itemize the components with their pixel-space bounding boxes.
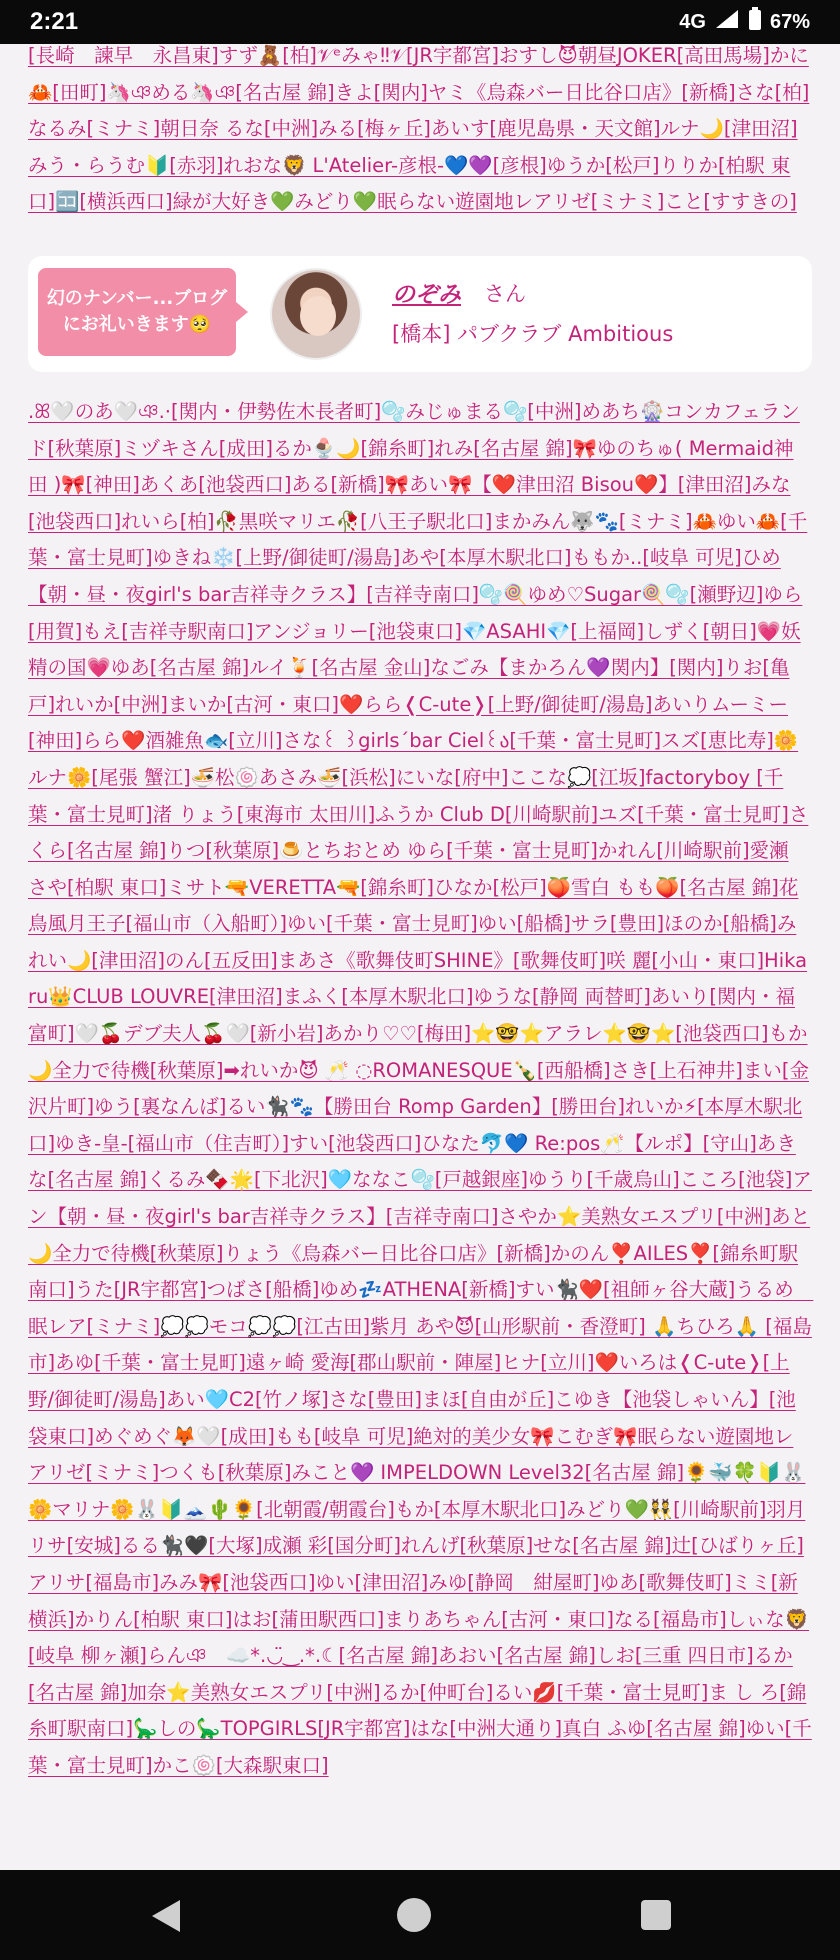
thanks-link-line[interactable]: 神田 )🎀[神田]あくあ[池袋西口]ある[新橋]🎀あい🎀【❤️津田沼 Bisou❤️】[津田沼]み	[28, 436, 794, 497]
thanks-link-line[interactable]: 屋 錦]あおい[名古屋 錦]しお[三重 四日市]るか[名古屋 錦]加奈⭐美熟女エスプリ[中洲]	[28, 1644, 793, 1704]
thanks-link-line[interactable]: 沼]みゆ[静岡 紺屋町]ゆあ[歌舞伎町]ミミ[新横浜]かりん[柏駅 東口]はお[蒲田駅西口]ま	[28, 1570, 798, 1631]
thanks-link-line[interactable]: 士見町]さくら[名古屋 錦]りつ[秋葉原]🍮とちおとめ ゆら[千葉・富士見町]かれん[川崎	[28, 802, 809, 863]
thanks-link-line[interactable]: 内]りお[亀戸]れいか[中洲]まいか[古河・東口]❤️らら❬C-ute❭[上野/御徒町/湯島]あいり	[28, 656, 790, 716]
thanks-link-line[interactable]: りあちゃん[古河・東口]なる[福島市]しぃな🦁[岐阜 柳ヶ瀬]らんঞ ☁️*.◡̈‿.*.☾[名古	[28, 1607, 810, 1668]
thanks-link-line[interactable]: ンド[秋葉原]ミヅキさん[成田]るか🍨🌙[錦糸町]れみ[名古屋 錦]🎀ゆのちゅ( Mermaid	[28, 399, 800, 460]
signal-icon	[714, 8, 740, 36]
thanks-bubble: 幻のナンバー...ブログにお礼いきます🥺	[38, 268, 236, 356]
profile-honorific: さん	[484, 281, 526, 306]
avatar-face-icon	[300, 296, 336, 336]
thanks-link-line[interactable]: ひめ【朝・昼・夜girl's bar吉祥寺クラス】[吉祥寺南口]🫧🍭ゆめ♡Sugar🍭🫧[瀬野	[28, 546, 781, 606]
thanks-link-line[interactable]: [自由が丘]こゆき【池袋しゃいん】[池袋東口]めぐめぐ🦊🤍[成田]もも[岐阜 可児]絶対	[28, 1388, 796, 1448]
profile-shop: [橋本] パブクラブ Ambitious	[392, 321, 674, 346]
thanks-link-line[interactable]: 古屋 錦]花鳥風月王子[福山市（入船町）]ゆい[千葉・富士見町]ゆい[船橋]サラ[豊田]ほ	[28, 875, 799, 936]
thanks-link-line[interactable]: いり[関内・福富町]🤍🍒デブ夫人🍒🤍[新小岩]あかり♡♡[梅田]⭐🤓⭐アラレ⭐🤓	[28, 985, 795, 1046]
battery-percent: 67%	[769, 10, 810, 33]
thanks-link-list	[28, 394, 812, 1785]
thanks-link-line[interactable]: 🦀[千葉・富士見町]ゆきね❄️[上野/御徒町/湯島]あや[本厚木駅北口]ももか..[岐阜 可児]	[28, 509, 808, 570]
thanks-link-line[interactable]: 的美少女🎀こむぎ🎀眠らない遊園地レアリゼ[ミナミ]つくも[秋葉原]みこと💜 IMPEL	[28, 1424, 794, 1485]
thanks-link-list-top	[28, 44, 812, 221]
thanks-link-line[interactable]: [津田沼]みう・らうむ🔰[赤羽]れおな🦁 L'Atelier-彦根-💙💜[彦根]ゆうか[松戸]りりか	[28, 117, 798, 177]
thanks-link-line[interactable]: ⭐[池袋西口]もか🌙全力で待機[秋葉原]➡れいか😈 🥂 ◌ROMANESQUE🍾[西船橋]さき	[28, 1022, 808, 1082]
thanks-link-line[interactable]: 🥂【ルポ】[守山]あきな[名古屋 錦]くるみ🍫🌟[下北沢]🩵ななこ🫧[戸越銀座]ゆうり	[28, 1131, 796, 1192]
thanks-link-line[interactable]: 日]💗妖精の国💗ゆあ[名古屋 錦]ルイ🍹[名古屋 金山]なごみ【まかろん💜関内】[関	[28, 619, 801, 680]
thanks-link-line[interactable]: 都宮]はな[中洲大通り]真白 ふゆ[名古屋 錦]ゆい[千葉・富士見町]かこ🍥[大森駅東口]	[28, 1717, 812, 1777]
thanks-link-line[interactable]: [山形駅前・香澄町] 🙏ちひろ🙏 [福島市]あゆ[千葉・富士見町]遠ヶ崎 愛海[郡山駅前・	[28, 1314, 812, 1375]
thanks-link-line[interactable]: 山・東口]Hikaru👑CLUB LOUVRE[津田沼]まふく[本厚木駅北口]ゆうな[静岡 両替町]あ	[28, 948, 808, 1009]
thanks-link-line[interactable]: 駅前]愛瀬 さや[柏駅 東口]ミサト🔫VERETTA🔫[錦糸町]ひなか[松戸]🍑雪白 もも🍑[名	[28, 839, 789, 899]
thanks-link-line[interactable]: [上石神井]まい[金沢片町]ゆう[裏なんば]るい🐈‍⬛🐾【勝田台 Romp Garden】[勝田台]れ	[28, 1058, 809, 1119]
home-circle-icon[interactable]	[397, 1898, 431, 1932]
thanks-link-line[interactable]: [すすきの]	[703, 190, 797, 214]
thanks-link-line[interactable]: さな[柏]なるみ[ミナミ]朝日奈 るな[中洲]みる[梅ヶ丘]あいす[鹿児島県・天文館]ルナ🌙	[28, 80, 810, 141]
thanks-link-line[interactable]: DOWN Level32[名古屋 錦]🌻🐳🍀🔰🐰🌼マリナ🌼🐰🔰🗻🌵🌻[北朝霞/朝霞台]もか	[28, 1461, 806, 1521]
page-content	[0, 44, 840, 1870]
thanks-link-line[interactable]: 橋]かのん❣️AILES❣️[錦糸町駅南口]うた[JR宇都宮]つばさ[船橋]ゆめ💤ATHENA[新橋]	[28, 1241, 799, 1302]
thanks-link-line[interactable]: ムーミー[神田]らら❤️酒雑魚🐟[立川]さな꒰ ꒱girls´bar Ciel꒰ა[千葉・富士見町]スズ[恵	[28, 692, 789, 753]
status-icons	[679, 7, 810, 37]
battery-icon	[748, 7, 762, 37]
status-time: 2:21	[30, 8, 79, 35]
thanks-link-line[interactable]: 辺]ゆら[用賀]もえ[吉祥寺駅南口]アンジョリー[池袋東口]💎ASAHI💎[上福岡]しずく[朝	[28, 582, 803, 643]
thanks-link-line[interactable]: .ꕤ🤍のあ🤍ঞ.·[関内・伊勢佐木長者町]🫧みじゅまる🫧[中洲]めあち🎡コンカフェラ	[28, 399, 781, 423]
avatar[interactable]	[270, 268, 362, 360]
status-bar	[0, 0, 840, 44]
network-type: 4G	[679, 10, 706, 33]
thanks-link-line[interactable]: [柏駅 東口]🈁[横浜西口]緑が大好き💚みどり💚眠らない遊園地レアリゼ[ミナミ]こと	[28, 153, 791, 214]
thanks-link-line[interactable]: かに🦀[田町]🦄ঞめる🦄ঞ[名古屋 錦]きよ[関内]ヤミ《烏森バー日比谷口店》[新橋]	[28, 44, 809, 104]
nav-bar	[0, 1870, 840, 1960]
profile-card[interactable]	[28, 256, 812, 372]
profile-name-link[interactable]: のぞみ	[392, 281, 461, 308]
thanks-link-line[interactable]: るか[仲町台]るい💋[千葉・富士見町]ま し ろ[錦糸町駅南口]🦕しの🦕TOPGIRLS[JR宇	[28, 1680, 807, 1741]
thanks-link-line[interactable]: [千歳烏山]こころ[池袋]アン【朝・昼・夜girl's bar吉祥寺クラス】[吉祥寺南口]さやか	[28, 1168, 812, 1229]
thanks-link-line[interactable]: な[池袋西口]れいら[柏]🥀黒咲マリエ🥀[八王子駅北口]まかみん🐺🐾[ミナミ]🦀ゆい	[28, 473, 791, 533]
thanks-link-line[interactable]: ⭐美熟女エスプリ[中洲]あと🌙全力で待機[秋葉原]りょう《烏森バー日比谷口店》[新	[28, 1205, 811, 1265]
thanks-link-line[interactable]: [本厚木駅北口]みどり💚👯[川崎駅前]羽月 リサ[安城]るる🐈‍⬛🖤[大塚]成瀬 彩[国分町]れ	[28, 1497, 806, 1558]
recents-square-icon[interactable]	[641, 1900, 671, 1930]
back-triangle-icon[interactable]	[152, 1900, 180, 1932]
thanks-link-line[interactable]: のか[船橋]みれい🌙[津田沼]のん[五反田]まあさ《歌舞伎町SHINE》[歌舞伎町]咲 麗[小	[28, 912, 797, 972]
thanks-link-line[interactable]: 比寿]🌼ルナ🌼[尾張 蟹江]🍜松🍥あさみ🍜[浜松]にいな[府中]ここな💭[江坂]factory	[28, 729, 799, 789]
thanks-link-line[interactable]: boy [千葉・富士見町]渚 りょう[東海市 太田川]ふうか Club D[川崎駅前]ユズ[千葉・富	[28, 765, 784, 826]
thanks-link-line[interactable]: んげ[秋葉原]せな[名古屋 錦]辻[ひばりヶ丘]アリサ[福島市]みみ🎀[池袋西口]ゆい[津田	[28, 1534, 804, 1594]
thanks-link-line[interactable]: すい🐈‍⬛❤️[祖師ヶ谷大蔵]うるめ 眠レア[ミナミ]💭💭モコ💭💭[江古田]紫月 あや😈	[28, 1278, 814, 1338]
thanks-link-line[interactable]: いか⚡[本厚木駅北口]ゆき-皇-[福山市（住吉町）]すい[池袋西口]ひなた🐬💙 Re:pos	[28, 1095, 803, 1155]
thanks-link-line[interactable]: 陣屋]ヒナ[立川]❤️いろは❬C-ute❭[上野/御徒町/湯島]あい🩵C2[竹ノ塚]さな[豊田]まほ	[28, 1351, 790, 1411]
thanks-link-line[interactable]: [長崎 諫早 永昌東]すず🧸[柏]𝒱ᵉみゃ‼︎𝒱[JR宇都宮]おすし😈朝昼JOKER[高田馬場]	[28, 44, 770, 67]
